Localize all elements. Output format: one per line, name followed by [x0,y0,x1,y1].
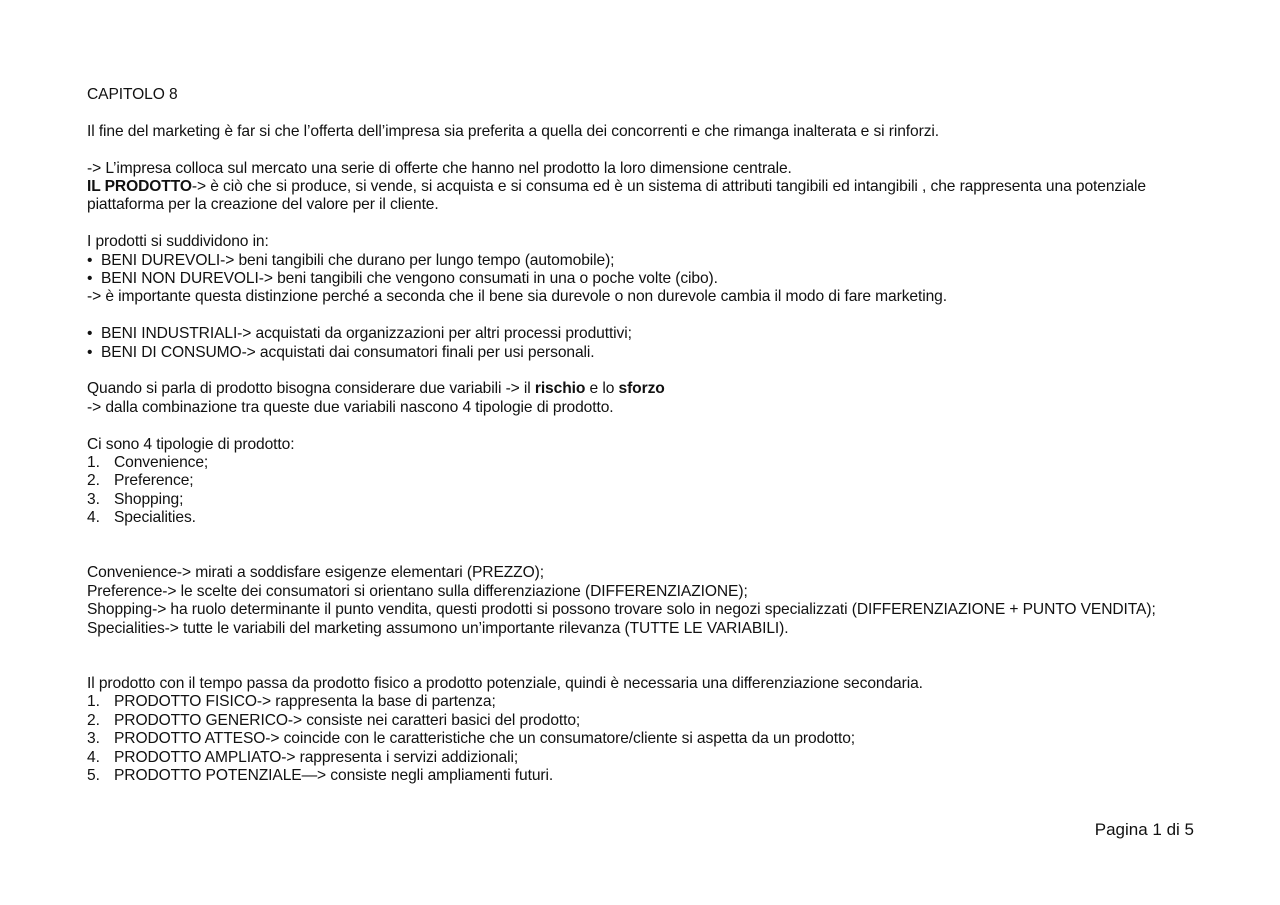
list-item: • BENI NON DUREVOLI-> beni tangibili che vengono consumati in una o poche volte (cibo). [87,270,718,288]
type-description: Convenience-> mirati a soddisfare esigenze elementari (PREZZO); [87,564,544,582]
page-content [87,86,1197,785]
durability-note: -> è importante questa distinzione perché a seconda che il bene sia durevole o non durevole cambia il modo di fare marketing. [87,288,947,306]
type-description: Preference-> le scelte dei consumatori si orientano sulla differenziazione (DIFFERENZIAZIONE); [87,582,748,600]
product-definition-text: -> è ciò che si produce, si vende, si acquista e si consuma ed è un sistema di attributi tangibili ed intangibili , che rappresenta una potenziale piattaforma per la creazione del valore per il cliente. [87,178,1146,214]
combination-note: -> dalla combinazione tra queste due variabili nascono 4 tipologie di prodotto. [87,398,614,416]
levels-intro: Il prodotto con il tempo passa da prodotto fisico a prodotto potenziale, quindi è necessaria una differenziazione secondaria. [87,674,923,692]
list-item: 5. PRODOTTO POTENZIALE—> consiste negli ampliamenti futuri. [87,766,554,784]
bullet-icon: • [87,251,93,269]
page-number: Pagina 1 di 5 [1094,820,1194,839]
product-definition [87,178,1197,215]
list-item: 1. PRODOTTO FISICO-> rappresenta la base di partenza; [87,693,496,711]
list-item: 3. Shopping; [87,490,184,508]
effort-term: sforzo [618,380,665,398]
bullet-icon: • [87,343,93,361]
chapter-title: CAPITOLO 8 [87,86,178,103]
list-item: 3. PRODOTTO ATTESO-> coincide con le caratteristiche che un consumatore/cliente si aspetta da un prodotto; [87,730,856,748]
subdivision-heading: I prodotti si suddividono in: [87,233,269,251]
type-description: Shopping-> ha ruolo determinante il punto vendita, questi prodotti si possono trovare solo in negozi specializzati (DIFFERENZIAZIONE + PUNTO VENDITA); [87,601,1156,619]
bullet-icon: • [87,270,93,288]
list-item: 4. PRODOTTO AMPLIATO-> rappresenta i servizi addizionali; [87,748,519,766]
list-item: • BENI DI CONSUMO-> acquistati dai consumatori finali per usi personali. [87,343,595,361]
list-item: • BENI INDUSTRIALI-> acquistati da organizzazioni per altri processi produttivi; [87,325,632,343]
types-heading: Ci sono 4 tipologie di prodotto: [87,435,295,453]
list-item: 2. Preference; [87,472,194,490]
intro-paragraph: Il fine del marketing è far si che l’offerta dell’impresa sia preferita a quella dei concorrenti e che rimanga inalterata e si rinforzi. [87,122,939,140]
bullet-icon: • [87,325,93,343]
risk-term: rischio [534,380,586,398]
list-item: 2. PRODOTTO GENERICO-> consiste nei caratteri basici del prodotto; [87,711,581,729]
product-label: IL PRODOTTO [87,178,192,195]
variables-paragraph: Quando si parla di prodotto bisogna considerare due variabili -> il rischio e lo sforzo [87,380,665,398]
type-description: Specialities-> tutte le variabili del marketing assumono un’importante rilevanza (TUTTE LE VARIABILI). [87,619,789,637]
list-item: 4. Specialities. [87,509,196,527]
list-item: 1. Convenience; [87,454,209,472]
offer-paragraph: -> L’impresa colloca sul mercato una serie di offerte che hanno nel prodotto la loro dimensione centrale. [87,159,792,177]
list-item: • BENI DUREVOLI-> beni tangibili che durano per lungo tempo (automobile); [87,251,615,269]
